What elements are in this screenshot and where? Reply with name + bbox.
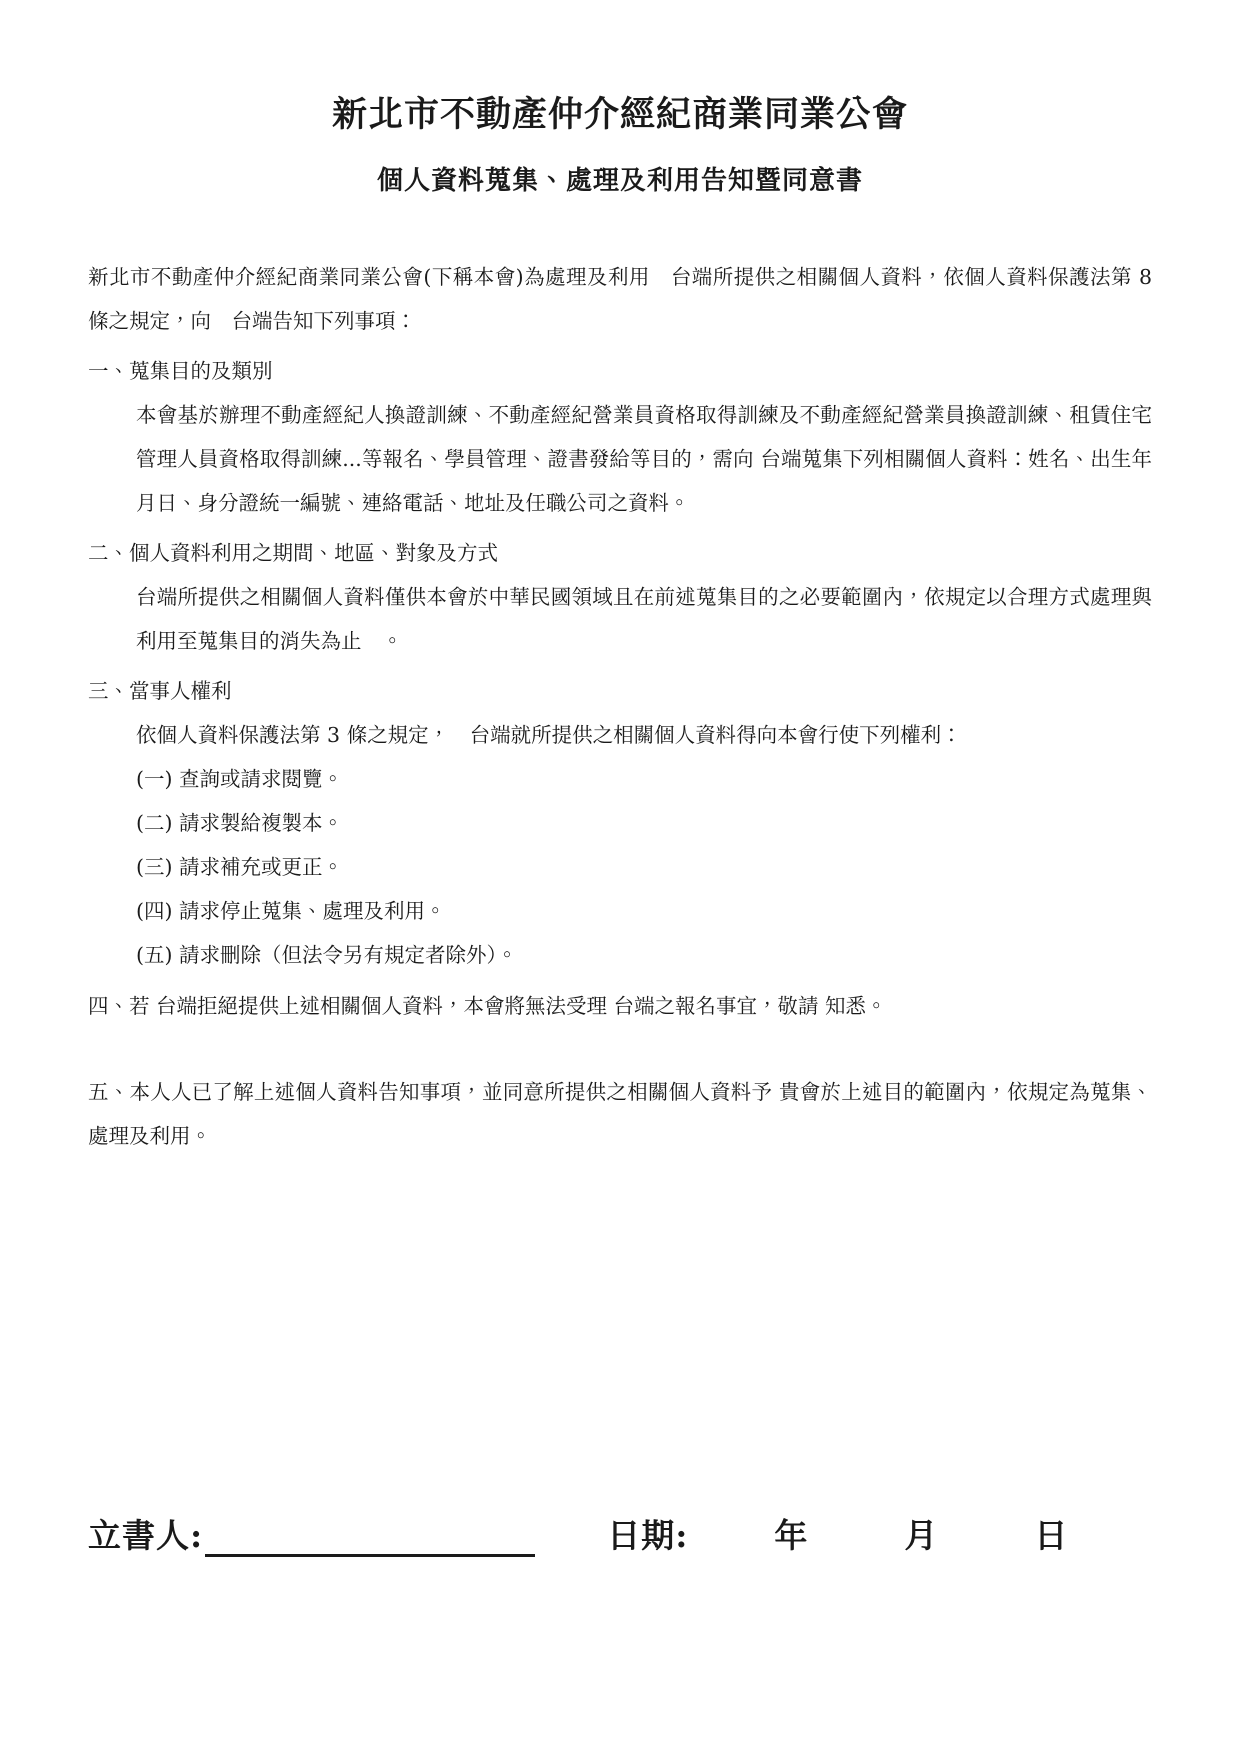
- section-4-heading: 四、若 台端拒絕提供上述相關個人資料，本會將無法受理 台端之報名事宜，敬請 知悉。: [88, 993, 887, 1018]
- section-2-body: 台端所提供之相關個人資料僅供本會於中華民國領域且在前述蒐集目的之必要範圍內，依規定以合理方式處理與利用至蒐集目的消失為止 。: [136, 584, 1152, 653]
- section-3-sub-item-2: (二) 請求製給複製本。: [136, 811, 344, 836]
- signature-row: [88, 1510, 1152, 1557]
- page-subtitle: 個人資料蒐集、處理及利用告知暨同意書: [376, 165, 863, 196]
- section-3-sub-item-4: (四) 請求停止蒐集、處理及利用。: [136, 899, 446, 924]
- date-day-field[interactable]: 日: [1034, 1516, 1069, 1555]
- date-group: [607, 1510, 1068, 1557]
- section-spacer: [88, 1028, 1152, 1064]
- document-body: [88, 255, 1152, 1158]
- signer-input-line[interactable]: [205, 1520, 535, 1557]
- section-3-sub-item-1: (一) 查詢或請求閱覽。: [136, 767, 344, 792]
- date-label: 日期:: [607, 1516, 689, 1555]
- section-2-heading: 二、個人資料利用之期間、地區、對象及方式: [88, 540, 498, 565]
- page-title: 新北市不動產仲介經紀商業同業公會: [331, 94, 908, 135]
- lead-paragraph: 新北市不動產仲介經紀商業同業公會(下稱本會)為處理及利用 台端所提供之相關個人資料，依個人資料保護法第 8 條之規定，向 台端告知下列事項：: [88, 264, 1152, 333]
- section-3-sub-item-3: (三) 請求補充或更正。: [136, 855, 344, 880]
- section-3-heading: 三、當事人權利: [88, 679, 232, 704]
- date-year-field[interactable]: 年: [774, 1516, 809, 1555]
- section-1-body: 本會基於辦理不動產經紀人換證訓練、不動產經紀營業員資格取得訓練及不動產經紀營業員換證訓練、租賃住宅管理人員資格取得訓練...等報名、學員管理、證書發給等目的，需向 台端蒐集下列相關個人資料：姓名、出生年月日、身分證統一編號、連絡電話、地址及任職公司之資料。: [136, 402, 1152, 515]
- section-5-heading: 五、本人人已了解上述個人資料告知事項，並同意所提供之相關個人資料予 貴會於上述目的範圍內，依規定為蒐集、處理及利用。: [88, 1079, 1152, 1148]
- section-1-heading: 一、蒐集目的及類別: [88, 358, 273, 383]
- section-3-body: 依個人資料保護法第 3 條之規定， 台端就所提供之相關個人資料得向本會行使下列權利：: [136, 723, 962, 748]
- section-3-sub-item-5: (五) 請求刪除（但法令另有規定者除外）。: [136, 943, 518, 968]
- signer-label: 立書人:: [88, 1516, 204, 1555]
- date-month-field[interactable]: 月: [904, 1516, 939, 1555]
